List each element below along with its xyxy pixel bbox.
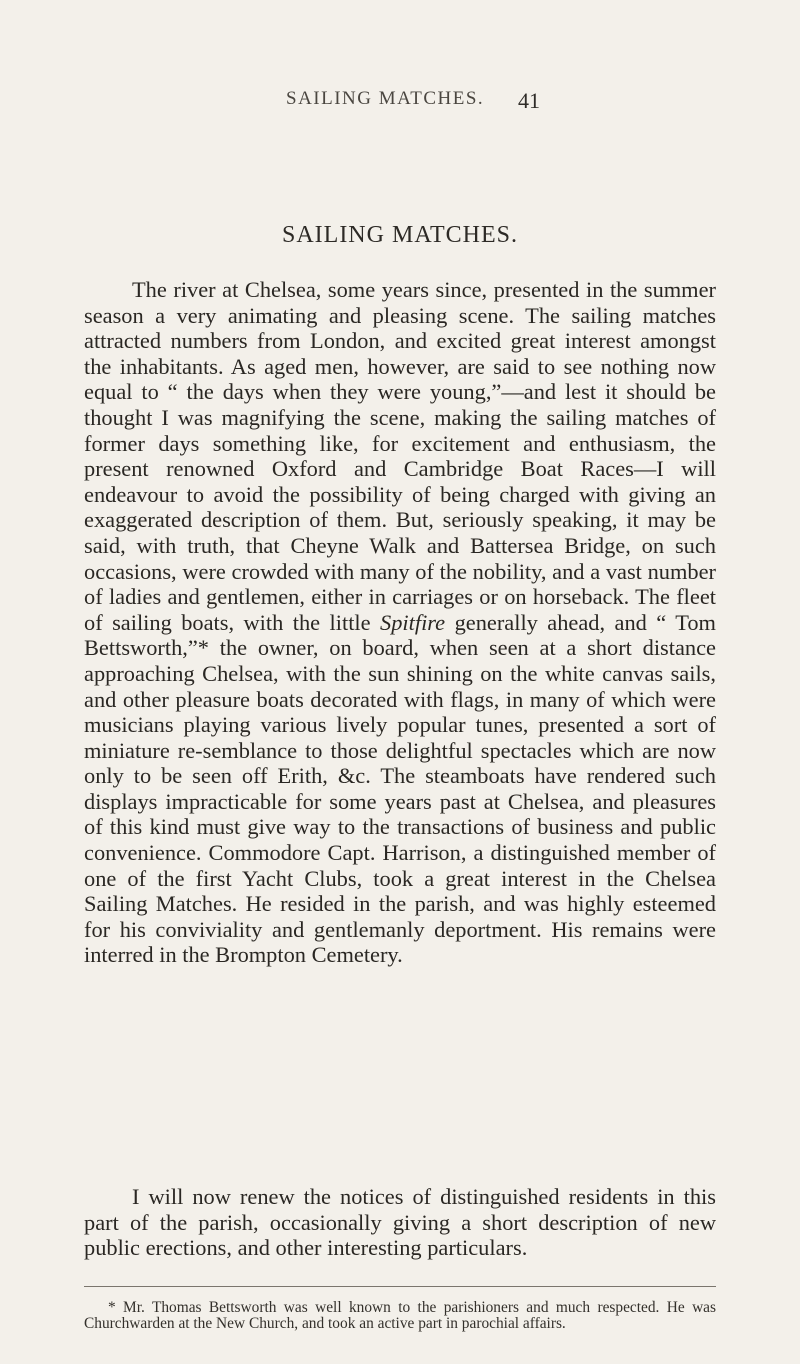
- footnote: * Mr. Thomas Bettsworth was well known to the parishioners and much respected. He was Churchwarden at the New Church, and took an active part in parochial affairs.: [84, 1299, 716, 1333]
- paragraph-text: generally ahead, and “ Tom Bettsworth,”* the owner, on board, when seen at a short distance approaching Chelsea, with the sun shining on the white canvas sails, and other pleasure boats decorated with flags, in many of which were musicians playing various lively popular tunes, presented a sort of miniature re-semblance to those delightful spectacles which are now only to be seen off Erith, &c. The steamboats have rendered such displays impracticable for some years past at Chelsea, and pleasures of this kind must give way to the transactions of business and public convenience. Commodore Capt. Harrison, a distinguished member of one of the first Yacht Clubs, took a great interest in the Chelsea Sailing Matches. He resided in the parish, and was highly esteemed for his conviviality and gentlemanly deportment. His remains were interred in the Brompton Cemetery.: [84, 609, 716, 968]
- body-paragraph-1: [84, 277, 716, 968]
- footnote-divider: [84, 1286, 716, 1287]
- running-title: SAILING MATCHES.: [286, 88, 485, 109]
- running-header: [0, 88, 800, 118]
- body-paragraph-2: I will now renew the notices of distinguished residents in this part of the parish, occasionally giving a short description of new public erections, and other interesting particulars.: [84, 1184, 716, 1261]
- page-number: 41: [518, 88, 540, 113]
- paragraph-text: The river at Chelsea, some years since, presented in the summer season a very animating and pleasing scene. The sailing matches attracted numbers from London, and excited great interest amongst the inhabitants. As aged men, however, are said to see nothing now equal to “ the days when they were young,”—and lest it should be thought I was magnifying the scene, making the sailing matches of former days something like, for excitement and enthusiasm, the present renowned Oxford and Cambridge Boat Races—I will endeavour to avoid the possibility of being charged with giving an exaggerated description of them. But, seriously speaking, it may be said, with truth, that Cheyne Walk and Battersea Bridge, on such occasions, were crowded with many of the nobility, and a vast number of ladies and gentlemen, either in carriages or on horseback. The fleet of sailing boats, with the little: [84, 277, 716, 635]
- chapter-title: SAILING MATCHES.: [281, 222, 518, 248]
- boat-name-emphasis: Spitfire: [380, 609, 446, 635]
